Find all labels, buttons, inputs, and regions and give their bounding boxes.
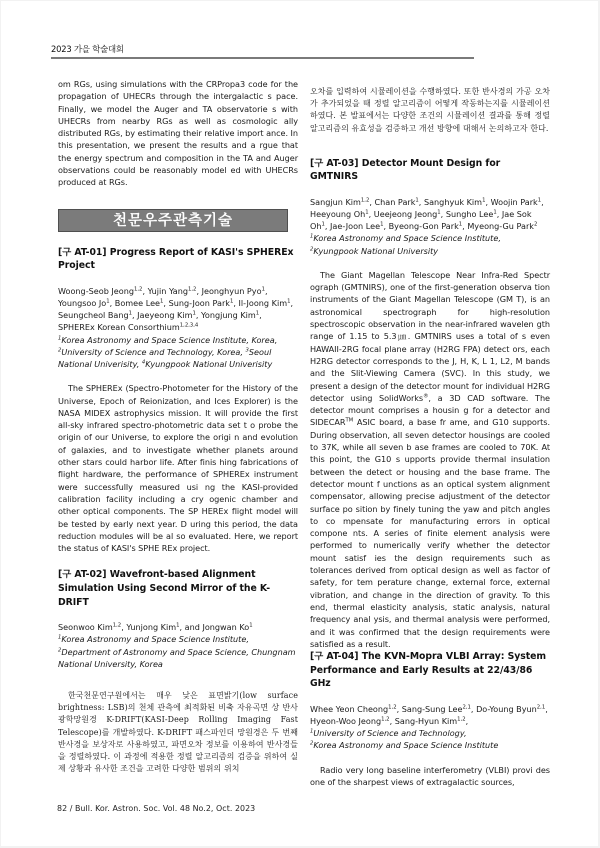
affiliation-list: $^1$Korea Astronomy and Space Science Institute, Korea, $^2$University of Science and Technology, Korea, $^3$Seoul National Univerisity, $^4$Kyungpook National Univerisity: [58, 334, 278, 370]
author: Yunjong Kim: [126, 622, 177, 633]
abstract-title: [구 AT-01] Progress Report of KASI's SPHEREx Project: [58, 246, 294, 272]
author: Do-Young Byun: [476, 703, 537, 714]
abstract-at-01: [58, 246, 298, 555]
abstract-at-04: [310, 650, 550, 788]
affiliation: Seoul National Univerisity,: [58, 346, 272, 370]
author: Il-Joong Kim: [238, 298, 288, 309]
running-header: 2023 가을 학술대회: [51, 44, 124, 54]
author: Sung-Joon Park: [168, 298, 230, 309]
author: Whee Yeon Cheong: [310, 703, 389, 714]
header-rule: [51, 57, 474, 59]
affiliation: Korea Astronomy and Space Science Institute,: [313, 233, 501, 244]
author: Woojin Park: [490, 196, 538, 207]
author: Seungcheol Bang: [58, 310, 129, 321]
author-list: Woong-Seob Jeong$^{1,2}$, Yujin Yang$^{1,2}$, Jeonghyun Pyo$^1$, Youngsoo Jo$^1$, Bomee Lee$^1$, Sung-Joon Park$^1$, Il-Joong Kim$^1$, Seungcheol Bang$^1$, Jaeyeong Kim$^1$, Yongjung Kim$^1$, SPHEREx Korean Consorthium$^{1,2,3,4}$: [58, 285, 294, 333]
author: Woong-Seob Jeong: [58, 285, 134, 296]
left-column: [58, 78, 298, 783]
author: Heeyoung Oh: [310, 209, 366, 220]
affiliation-list: $^1$Korea Astronomy and Space Science Institute, $^2$Department of Astronomy and Space Science, Chungnam National University, Korea: [58, 634, 296, 669]
author: SPHEREx Korean Consorthium: [58, 322, 180, 333]
author-list: Seonwoo Kim$^{1,2}$, Yunjong Kim$^1$, and Jongwan Ko$^1$: [58, 622, 253, 633]
affiliation: Department of Astronomy and Space Science, Chungnam National University, Korea: [58, 646, 296, 669]
journal-page: [1, 1, 598, 846]
abstract-title: [구 AT-04] The KVN-Mopra VLBI Array: System Performance and Early Results at 22/43/86 GHz: [310, 651, 547, 690]
author-list: Sangjun Kim$^{1,2}$, Chan Park$^1$, Sanghyuk Kim$^1$, Woojin Park$^1$, Heeyoung Oh$^1$, Ueejeong Jeong$^1$, Sungho Lee$^1$, Jae Sok Oh$^1$, Jae-Joon Lee$^1$, Byeong-Gon Park$^1$, Myeong-Gu Park$^2$: [310, 196, 544, 232]
author: Yujin Yang: [147, 285, 188, 296]
author: and Jongwan Ko: [184, 622, 250, 633]
author: Jeonghyun Pyo: [201, 285, 262, 296]
author: Sang-Sung Lee: [401, 703, 463, 714]
author: Sangjun Kim: [310, 196, 361, 207]
section-banner: 천문우주관측기술: [58, 209, 288, 232]
abstract-at-02: [58, 568, 298, 775]
abstract-body-korean: 한국천문연구원에서는 매우 낮은 표면밝기(low surface brightness: LSB)의 천체 관측에 최적화된 비축 자유곡면 상 반사 광학망원경 K-DRIFT(KASI-Deep Rolling Imaging Fast Telescope)를 개발하였다. K-DRIFT 패스파인더 망원경은 두 번째 반사경을 보상자로 사용하였고, 파면오차 정보를 이용하여 반사경들을 정렬하였다. 이 과정에 적용한 정렬 알고리즘의 검증을 위하여 실제 상황과 유사한 조건을 고려한 다양한 범위의 위치: [58, 690, 298, 774]
abstract-body: Radio very long baseline interferometry (VLBI) provi des one of the sharpest views of extragalactic sources,: [310, 764, 550, 787]
author: Hyeon-Woo Jeong: [310, 716, 382, 727]
author: Sungho Lee: [445, 209, 494, 220]
author: Sang-Hyun Kim: [394, 716, 458, 727]
abstract-body-korean-continued: 오차를 입력하여 시뮬레이션을 수행하였다. 또한 반사경의 가공 오차가 추가되었을 때 정렬 알고리즘이 어떻게 작동하는지를 시뮬레이션하였다. 본 발표에서는 다양한 조건의 시뮬레이션 결과를 통해 정렬 알고리즘의 유효성을 검증하고 개선 방향에 대해서 논의하고자 한다.: [310, 86, 550, 133]
author: Chan Park: [374, 196, 416, 207]
affiliation: University of Science and Technology, Korea,: [61, 346, 243, 357]
author: Jae-Joon Lee: [330, 221, 381, 232]
author: Ueejeong Jeong: [373, 209, 438, 220]
abstract-title: [구 AT-02] Wavefront-based Alignment Simulation Using Second Mirror of the K-DRIFT: [58, 569, 271, 608]
abstract-at-03: [310, 157, 550, 650]
author: Yongjung Kim: [201, 310, 256, 321]
right-column: [310, 78, 550, 788]
affiliation-list: $^1$University of Science and Technology, $^2$Korea Astronomy and Space Science Institute: [310, 728, 499, 751]
affiliation-list: $^1$Korea Astronomy and Space Science Institute, $^2$Kyungpook National University: [310, 233, 501, 256]
affiliation: Kyungpook National Univerisity: [145, 359, 273, 370]
author: Seonwoo Kim: [58, 622, 113, 633]
abstract-title: [구 AT-03] Detector Mount Design for GMTNIRS: [310, 157, 501, 183]
abstract-body: The SPHEREx (Spectro-Photometer for the History of the Universe, Epoch of Reionization, and Ices Explorer) is the NASA MIDEX astrophysics mission. It will provide the first all-sky infrared spectro-photometric data set t o probe the origin of our Universe, to explore the origi n and evolution of galaxies, and to investigate whether planets around other stars could harbor life. After finis hing fabrications of flight hardware, the performance of SPHEREx instrument were successfully measured usi ng the KASI-provided calibration facility including a cry ogenic chamber and other optical components. The SP HEREx flight model will be tested by early next year. D uring this period, the data reduction modules will be al so evaluated. Here, we report the status of KASI's SPHE REx project.: [58, 383, 298, 554]
continued-abstract-text: om RGs, using simulations with the CRPropa3 code for the propagation of UHECRs through the intergalactic s pace. Finally, we model the Auger and TA observatorie s with UHECRs from nearby RGs as well as cosmologic ally distributed RGs, by estimating their relative import ance. In this presentation, we present the results and a rgue that the energy spectrum and composition in the TA and Auger observations could be reasonably model ed with UHECRs produced at RGs.: [58, 79, 298, 188]
author: Myeong-Gu Park: [467, 221, 534, 232]
author: Bomee Lee: [114, 298, 161, 309]
author: Jaeyeong Kim: [137, 310, 193, 321]
author: Byeong-Gon Park: [388, 221, 459, 232]
page-footer-citation: 82 / Bull. Kor. Astron. Soc. Vol. 48 No.2, Oct. 2023: [57, 804, 256, 813]
author-list: Whee Yeon Cheong$^{1,2}$, Sang-Sung Lee$^{2,1}$, Do-Young Byun$^{2,1}$, Hyeon-Woo Jeong$^{1,2}$, Sang-Hyun Kim$^{1,2}$,: [310, 703, 548, 727]
affiliation: Korea Astronomy and Space Science Institute, Korea,: [61, 334, 278, 345]
author: Youngsoo Jo: [58, 298, 107, 309]
affiliation: Kyungpook National University: [313, 245, 439, 256]
author: Jae Sok Oh: [310, 209, 532, 232]
affiliation: Korea Astronomy and Space Science Institute: [313, 740, 499, 751]
affiliation: Korea Astronomy and Space Science Institute,: [61, 634, 249, 645]
author: Sanghyuk Kim: [423, 196, 483, 207]
abstract-body: The Giant Magellan Telescope Near Infra-Red Spectr ograph (GMTNIRS), one of the first-generation observa tion instruments of the Giant Magellan Telescope (GM T), is an astronomical spectrograph for high-resolution spectroscopic observation in the near-infrared wavelen gth range of 1.15 to 5.3㎛. GMTNIRS uses a total of s even HAWAII-2RG focal plane array (H2RG FPA) detect ors, each H2RG detector corresponds to the J, H, K, L 1, L2, M bands and the Slit-Viewing Camera (SVC). In this study, we present a design of the detector mount for individual H2RG detector using SolidWorks®, a 3D CAD software. The detector mount comprises a housin g for a detector and SIDECAR™ ASIC board, a base fr ame, and G10 supports. During observation, all seven detector housings are cooled to 37K, while all seven b ase frames are cooled to 70K. At this point, the G10 s upports provide thermal insulation between the detect or housing and the base frame. The detector mount f unctions as an optical system alignment compensator, allowing precise adjustment of the detector surface po sition by finely tuning the yaw and pitch angles to co mpensate for manufacturing errors in optical compone nts. A series of finite element analysis were performed to numerically verify whether the detector mount satisf ies the design requirements such as tolerances derived from optical design as well as factor of safety, for tem perature change, external force, external vibration, and change in the direction of gravity. To this end, thermal elasticity analysis, static analysis, natural frequency anal ysis, and thermal analysis were performed, and it was confirmed that the design requirements were satisfied as a result.: [310, 269, 550, 649]
affiliation: University of Science and Technology,: [313, 728, 467, 739]
